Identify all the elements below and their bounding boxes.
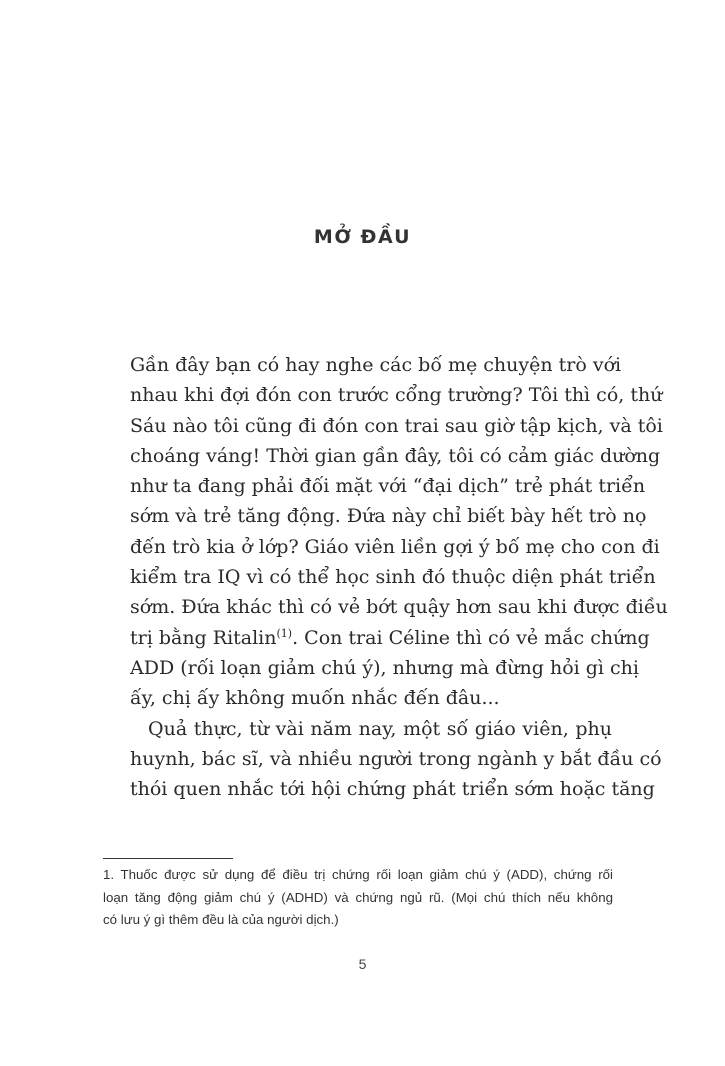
- page-number: 5: [358, 956, 367, 972]
- body-line: đến trò kia ở lớp? Giáo viên liền gợi ý bố mẹ cho con đi: [130, 535, 660, 558]
- footnote-line: loạn tăng động giảm chú ý (ADHD) và chứng ngủ rũ. (Mọi chú thích nếu không: [103, 889, 613, 905]
- body-line: Quả thực, từ vài năm nay, một số giáo viên, phụ: [148, 717, 612, 740]
- body-line: Sáu nào tôi cũng đi đón con trai sau giờ tập kịch, và tôi: [130, 414, 663, 437]
- body-text: [130, 350, 668, 804]
- footnote-line: 1. Thuốc được sử dụng để điều trị chứng rối loạn giảm chú ý (ADD), chứng rối: [103, 867, 613, 882]
- body-line: ấy, chị ấy không muốn nhắc đến đâu...: [130, 687, 500, 710]
- body-line: kiểm tra IQ vì có thể học sinh đó thuộc diện phát triển: [130, 566, 656, 589]
- body-line: Gần đây bạn có hay nghe các bố mẹ chuyện trò với: [130, 354, 622, 376]
- footnote-divider: [103, 858, 233, 859]
- body-line-with-footnote: [130, 623, 650, 653]
- body-line: thói quen nhắc tới hội chứng phát triển sớm hoặc tăng: [130, 778, 655, 801]
- body-line: sớm. Đứa khác thì có vẻ bớt quậy hơn sau khi được điều: [130, 596, 668, 619]
- body-line-end: . Con trai Céline thì có vẻ mắc chứng: [292, 626, 650, 649]
- body-line: ADD (rối loạn giảm chú ý), nhưng mà đừng hỏi gì chị: [130, 656, 639, 679]
- body-line-start: trị bằng Ritalin: [130, 626, 277, 649]
- footnote-reference[interactable]: (1): [276, 626, 293, 640]
- body-line: nhau khi đợi đón con trước cổng trường? Tôi thì có, thứ: [130, 384, 663, 407]
- body-line: như ta đang phải đối mặt với “đại dịch” trẻ phát triển: [130, 475, 646, 498]
- body-line: choáng váng! Thời gian gần đây, tôi có cảm giác dường: [130, 444, 661, 467]
- footnote: [103, 864, 613, 932]
- footnote-line: có lưu ý gì thêm đều là của người dịch.): [103, 912, 339, 927]
- body-line: sớm và trẻ tăng động. Đứa này chỉ biết bày hết trò nọ: [130, 505, 647, 528]
- chapter-title: MỞ ĐẦU: [313, 226, 412, 248]
- body-line: huynh, bác sĩ, và nhiều người trong ngành y bắt đầu có: [130, 747, 662, 770]
